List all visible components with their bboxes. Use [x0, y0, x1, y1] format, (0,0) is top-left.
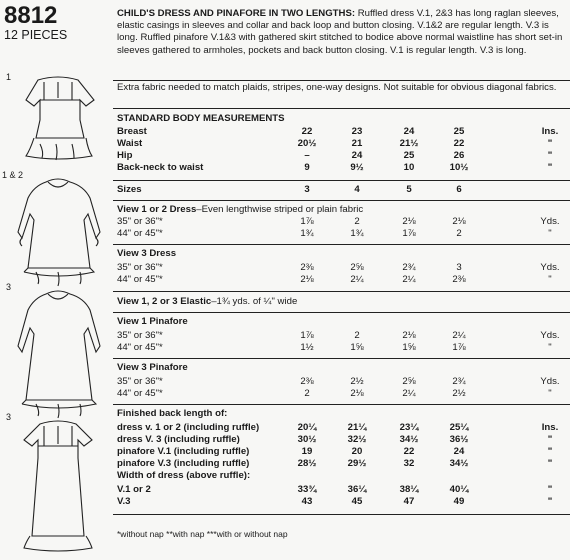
pinafore-view-1-illustration — [26, 77, 94, 160]
divider — [113, 244, 570, 245]
figure-label: 1 — [6, 72, 12, 82]
divider — [113, 358, 570, 359]
divider — [113, 200, 570, 201]
divider — [113, 180, 570, 181]
divider — [113, 108, 570, 109]
dress-view-1-2-illustration — [18, 179, 100, 286]
garment-illustrations — [0, 60, 112, 560]
pattern-envelope-back: 8812 12 PIECES CHILD'S DRESS AND PINAFORE IN TWO LENGTHS: Ruffled dress V.1, 2&3 has long raglan sleeves, elastic casings in sleeves and collar and back loop and button closing. V.1&2 are regular length. V.3 is long. Ruffled pinafore V.1&3 with gathered skirt stitched to bodice above normal waistline has short set-in sleeves gathered to armholes, pockets and back button closing. V.1 is regular length. V.3 is long. Extra fabric needed to match plaids, stripes, one-way designs. Not suitable for obvious diagonal fabrics. STANDARD BODY MEASUREMENTS Breast 22 23 24 25 Ins. Waist 20½ 21 21½ 22 " Hip – 24 25 26 " Back-neck to waist 9 9½ 10 10½ " Sizes 3 4 5 6 View 1 or 2 Dress–Even lengthwise striped or plain fabric 35" or 36"* 1⅞ 2 2⅛ 2⅛ Yds. 44" or 45"* 1¾ 1¾ 1⅞ 2 " View 3 Dress 35" or 36"* 2⅜ 2⅝ 2¾ 3 Yds. 44" or 45"* 2⅛ 2¼ 2¼ 2⅜ " View 1, 2 or 3 Elastic–1¾ yds. of ¼" wide View 1 Pinafore 35" or 36"* 1⅞ 2 2⅛ 2¼ Yds. 44" or 45"* 1½ 1⅝ 1⅝ 1⅞ " View 3 Pinafore 35" or 36"* 2⅜ 2½ 2⅝ 2¾ Yds. 44" or 45"* 2 2⅛ 2¼ 2½ " Finished back length of: dress v. 1 or 2 (including ruffle) 20¼ 21¼ 23¼ 25¼ Ins. dress V. 3 (including ruffle) 30½ 32½ 34½ 36½ " pinafore V.1 (including ruffle) 19 20 22 24 " pinafore V.3 (including ruffle) 28½ 29½ 32 34½ " Width of dress (above ruffle): V.1 or 2 33¾ 36¼ 38¼ 40¼ " V.3 43 45 47 49 " *without nap **with nap ***with or without nap 1 1 & 2 3 3 — [0, 0, 570, 560]
divider — [113, 80, 570, 81]
divider — [113, 404, 570, 405]
dress-view-3-illustration — [18, 291, 100, 418]
divider — [113, 312, 570, 313]
pieces-count: 12 PIECES — [4, 28, 68, 42]
nap-footnote: *without nap **with nap ***with or without nap — [117, 529, 288, 539]
pattern-title: CHILD'S DRESS AND PINAFORE IN TWO LENGTHS: — [117, 8, 356, 19]
figure-label: 3 — [6, 412, 12, 422]
pattern-description — [117, 8, 563, 57]
fabric-note: Extra fabric needed to match plaids, stripes, one-way designs. Not suitable for obvious diagonal fabrics. — [117, 82, 557, 93]
figure-label: 1 & 2 — [2, 170, 24, 180]
divider — [113, 291, 570, 292]
figure-label: 3 — [6, 282, 12, 292]
pattern-number: 8812 — [4, 2, 58, 29]
pinafore-view-3-illustration — [24, 421, 92, 551]
pattern-description-text: Ruffled dress V.1, 2&3 has long raglan sleeves, elastic casings in sleeves and collar and back loop and button closing. V.1&2 are regular length. V.3 is long. Ruffled pinafore V.1&3 with gathered skirt stitched to bodice above normal waistline has short set-in sleeves gathered to armholes, pockets and back button closing. V.1 is regular length. V.3 is long. — [117, 8, 563, 56]
divider — [113, 514, 570, 515]
